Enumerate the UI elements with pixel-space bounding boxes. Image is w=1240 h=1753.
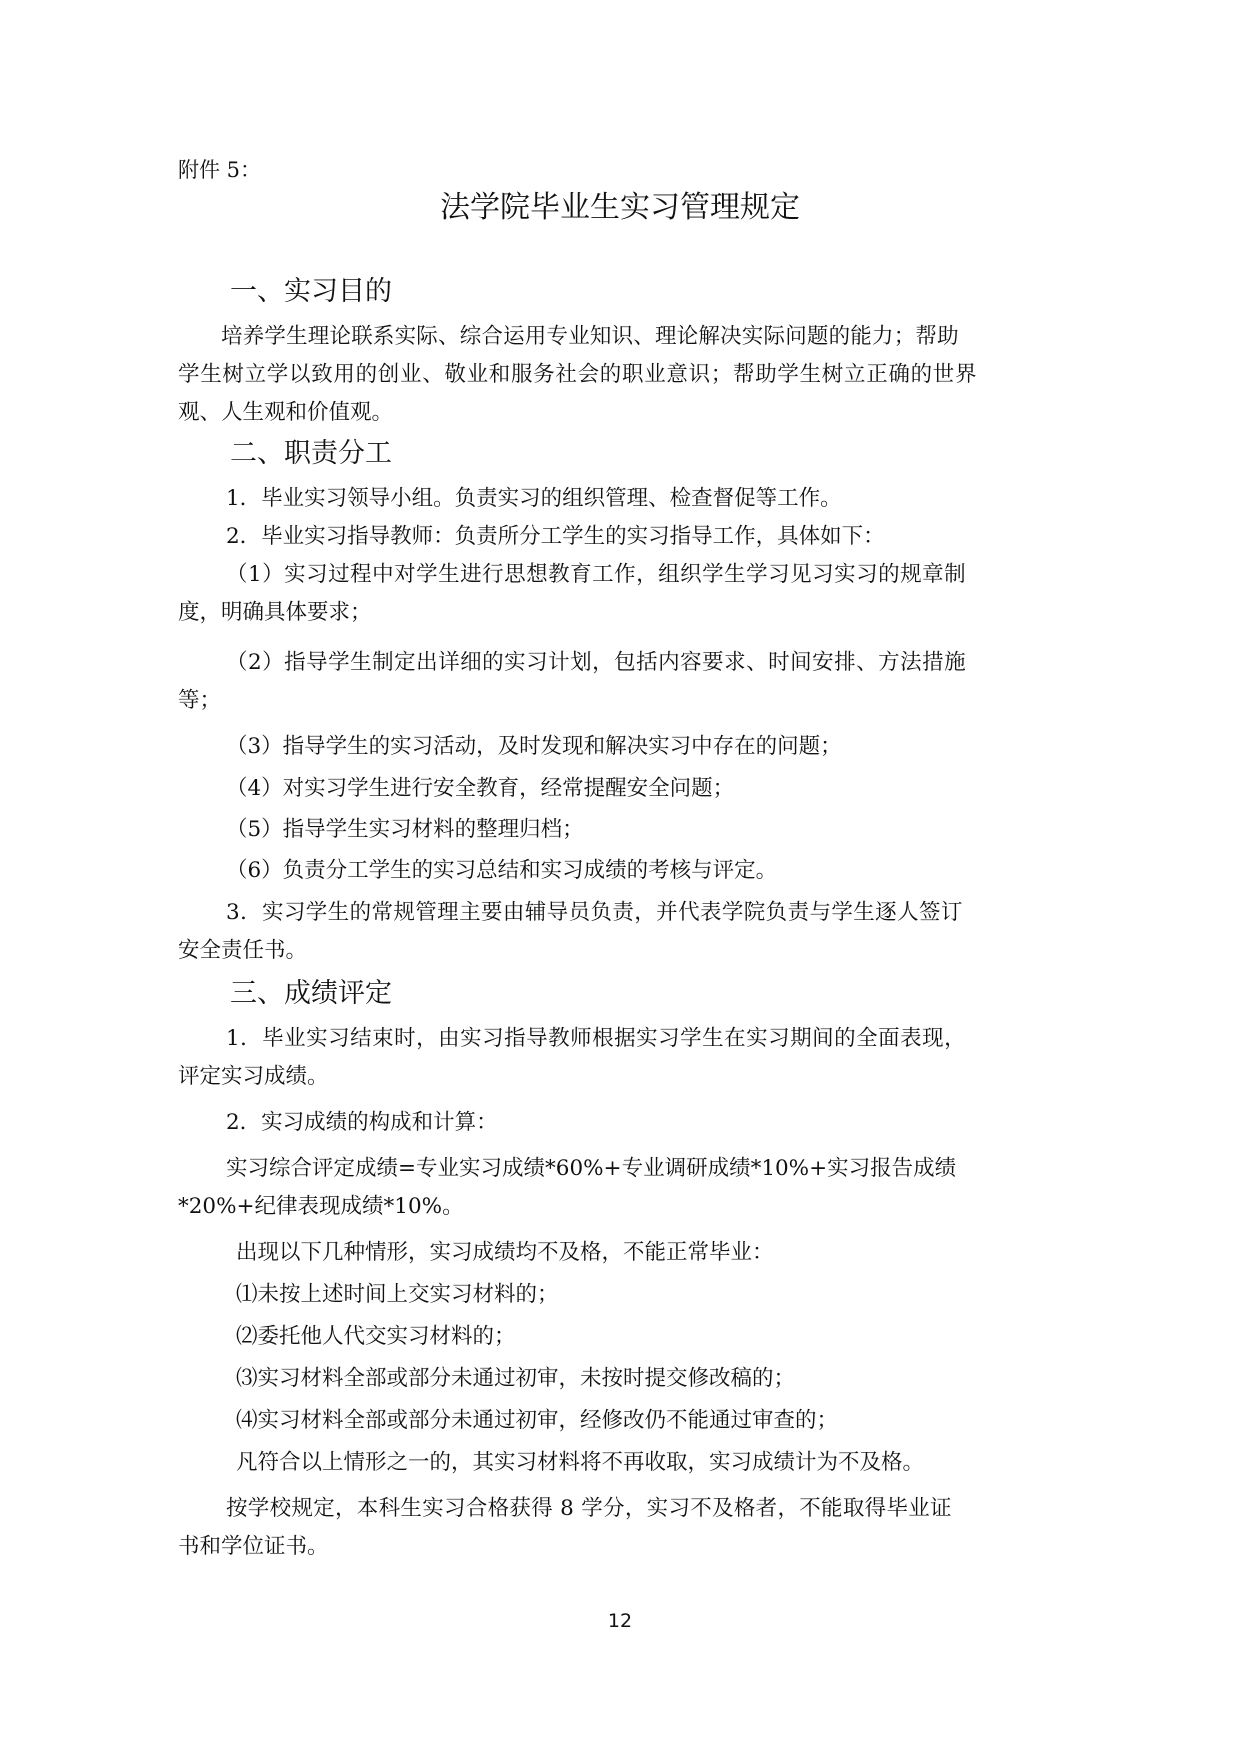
list-item: 3．实习学生的常规管理主要由辅导员负责，并代表学院负责与学生逐人签订 xyxy=(226,900,963,925)
list-item: ⑷实习材料全部或部分未通过初审，经修改仍不能通过审查的； xyxy=(236,1408,839,1433)
list-item: 等； xyxy=(178,688,222,713)
paragraph-line: 1．毕业实习结束时，由实习指导教师根据实习学生在实习期间的全面表现， xyxy=(226,1026,967,1051)
paragraph-line: 评定实习成绩。 xyxy=(178,1064,329,1089)
list-item: 2．毕业实习指导教师：负责所分工学生的实习指导工作，具体如下： xyxy=(226,524,885,549)
list-item: （3）指导学生的实习活动，及时发现和解决实习中存在的问题； xyxy=(226,734,842,759)
formula-line: *20%+纪律表现成绩*10%。 xyxy=(178,1194,464,1219)
list-item: （4）对实习学生进行安全教育，经常提醒安全问题； xyxy=(226,776,735,801)
document-title: 法学院毕业生实习管理规定 xyxy=(440,190,800,225)
paragraph-line: 出现以下几种情形，实习成绩均不及格，不能正常毕业： xyxy=(236,1240,774,1265)
list-item: 1．毕业实习领导小组。负责实习的组织管理、检查督促等工作。 xyxy=(226,486,842,511)
list-item: （1）实习过程中对学生进行思想教育工作，组织学生学习见习实习的规章制 xyxy=(226,562,967,587)
paragraph-line: 凡符合以上情形之一的，其实习材料将不再收取，实习成绩计为不及格。 xyxy=(236,1450,925,1475)
list-item: （2）指导学生制定出详细的实习计划，包括内容要求、时间安排、方法措施 xyxy=(226,650,967,675)
paragraph-line: 学生树立学以致用的创业、敬业和服务社会的职业意识；帮助学生树立正确的世界 xyxy=(178,362,978,387)
list-item: ⑶实习材料全部或部分未通过初审，未按时提交修改稿的； xyxy=(236,1366,796,1391)
paragraph-line: 书和学位证书。 xyxy=(178,1534,329,1559)
list-item: ⑵委托他人代交实习材料的； xyxy=(236,1324,516,1349)
section-heading-grading: 三、成绩评定 xyxy=(230,978,392,1009)
paragraph-line: 按学校规定，本科生实习合格获得 8 学分，实习不及格者，不能取得毕业证 xyxy=(226,1496,952,1521)
formula-line: 实习综合评定成绩=专业实习成绩*60%+专业调研成绩*10%+实习报告成绩 xyxy=(226,1156,957,1181)
list-item: 度，明确具体要求； xyxy=(178,600,372,625)
attachment-label: 附件 5： xyxy=(178,158,262,182)
list-item: 安全责任书。 xyxy=(178,938,308,963)
paragraph-line: 2．实习成绩的构成和计算： xyxy=(226,1110,498,1135)
list-item: ⑴未按上述时间上交实习材料的； xyxy=(236,1282,559,1307)
paragraph-line: 培养学生理论联系实际、综合运用专业知识、理论解决实际问题的能力；帮助 xyxy=(221,324,959,349)
list-item: （6）负责分工学生的实习总结和实习成绩的考核与评定。 xyxy=(226,858,778,883)
section-heading-purpose: 一、实习目的 xyxy=(230,276,392,307)
list-item: （5）指导学生实习材料的整理归档； xyxy=(226,817,584,842)
paragraph-line: 观、人生观和价值观。 xyxy=(178,400,394,425)
section-heading-duties: 二、职责分工 xyxy=(230,438,392,469)
page-number: 12 xyxy=(607,1610,633,1632)
